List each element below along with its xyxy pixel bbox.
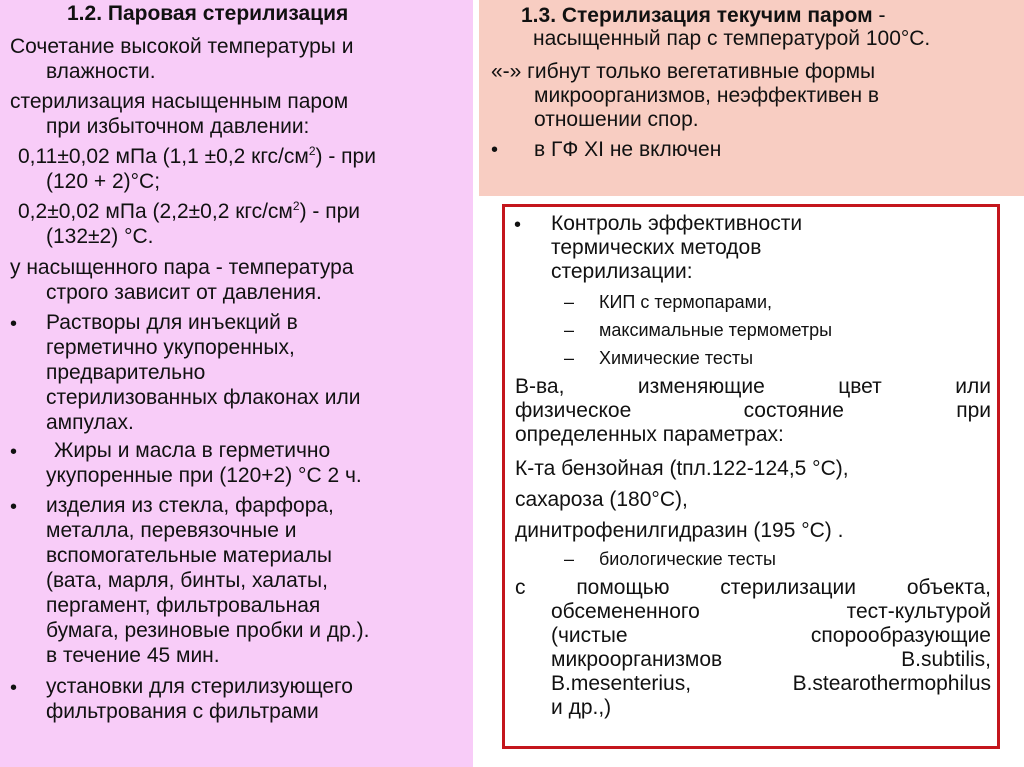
text-line: бумага, резиновые пробки и др.). (46, 619, 370, 642)
text-line: металла, перевязочные и (46, 519, 297, 542)
text-line: влажности. (46, 60, 156, 83)
bullet-icon: • (10, 441, 18, 463)
text-line-justified: В-ва, изменяющие цвет или (515, 375, 991, 398)
text-line: и др.,) (551, 696, 612, 719)
text-line: отношении спор. (534, 108, 699, 131)
text-line: (120 + 2)°С; (46, 170, 161, 193)
text-line: динитрофенилгидразин (195 °С) . (515, 519, 844, 542)
text-line-justified: физическое состояние при (515, 399, 991, 422)
text-line: у насыщенного пара - температура (10, 256, 354, 279)
bullet-icon: • (10, 313, 18, 335)
text-line: при избыточном давлении: (46, 115, 310, 138)
text-line: Жиры и масла в герметично (54, 439, 331, 462)
text-line: Сочетание высокой температуры и (10, 35, 354, 58)
bullet-icon: • (10, 496, 18, 518)
text-line-justified: B.mesenterius, B.stearothermophilus (551, 672, 991, 695)
bullet-icon: • (491, 139, 499, 161)
text-line: термических методов (551, 236, 762, 259)
text-line: Растворы для инъекций в (46, 311, 298, 334)
text-line-justified: микроорганизмов B.subtilis, (551, 648, 991, 671)
text-line: (вата, марля, бинты, халаты, (46, 569, 328, 592)
text-line: в течение 45 мин. (46, 644, 220, 667)
text-line: стерилизации: (551, 260, 693, 283)
text-line: фильтрования с фильтрами (46, 700, 319, 723)
text-line: изделия из стекла, фарфора, (46, 494, 334, 517)
text-line: Химические тесты (599, 348, 754, 368)
text-line-justified: с помощью стерилизации объекта, (515, 576, 991, 599)
text-line: предварительно (46, 361, 206, 384)
text-line: «-» гибнут только вегетативные формы (491, 60, 876, 83)
text-line: в ГФ XI не включен (534, 138, 722, 161)
text-line: Контроль эффективности (551, 212, 803, 235)
left-panel (0, 0, 473, 767)
section-title-flowing-steam: 1.3. Стерилизация текучим паром - (521, 4, 886, 27)
text-line: герметично укупоренных, (46, 336, 295, 359)
text-line: стерилизованных флаконах или (46, 386, 361, 409)
text-line: вспомогательные материалы (46, 544, 332, 567)
dash-icon: – (564, 320, 575, 340)
pressure-line-1: 0,11±0,02 мПа (1,1 ±0,2 кгс/$см^2$) - при (18, 144, 376, 168)
text-line: укупоренные при (120+2) °С 2 ч. (46, 464, 362, 487)
bullet-icon: • (514, 214, 522, 236)
text-line: микроорганизмов, неэффективен в (534, 84, 880, 107)
text-line: пергамент, фильтровальная (46, 594, 321, 617)
dash-icon: – (564, 292, 575, 312)
dash-icon: – (564, 348, 575, 368)
text-line: сахароза (180°С), (515, 488, 688, 511)
text-line: насыщенный пар с температурой 100°С. (533, 27, 931, 50)
section-title-steam: 1.2. Паровая стерилизация (67, 2, 349, 25)
bullet-icon: • (10, 677, 18, 699)
sterilization-control-box (502, 204, 1000, 749)
text-line: установки для стерилизующего (46, 675, 353, 698)
flowing-steam-panel (479, 0, 1024, 196)
text-line: максимальные термометры (599, 320, 833, 340)
text-line: строго зависит от давления. (46, 281, 322, 304)
text-line: ампулах. (46, 411, 134, 434)
text-line: определенных параметрах: (515, 423, 784, 446)
text-line-justified: обсемененного тест-культурой (551, 600, 991, 623)
text-line: стерилизация насыщенным паром (10, 90, 349, 113)
text-line: (132±2) °С. (46, 225, 154, 248)
text-line-justified: (чистые спорообразующие (551, 624, 991, 647)
pressure-line-2: 0,2±0,02 мПа (2,2±0,2 кгс/$см^2$) - при (18, 199, 360, 223)
text-line: КИП с термопарами, (599, 292, 773, 312)
text-line: биологические тесты (599, 549, 776, 569)
dash-icon: – (564, 549, 575, 569)
text-line: К-та бензойная (tпл.122-124,5 °С), (515, 457, 849, 480)
